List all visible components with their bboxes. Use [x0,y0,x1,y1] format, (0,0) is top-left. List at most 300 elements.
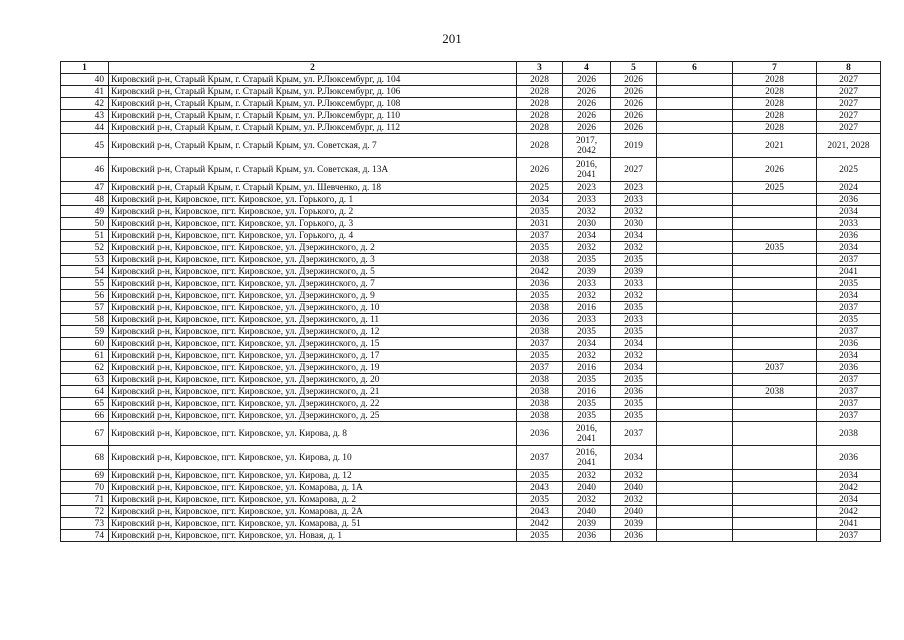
col-6-cell [657,338,733,350]
col-4-line: 2016, [575,423,598,434]
col-4-cell [563,266,611,278]
col-4-cell [563,206,611,218]
col-6-cell [657,122,733,134]
col-8-cell: 2036 [817,194,881,206]
col-8-cell: 2041 [817,266,881,278]
col-5-cell: 2032 [611,494,657,506]
col-8-cell: 2027 [817,86,881,98]
col-6-cell [657,314,733,326]
col-4-cell [563,326,611,338]
col-7-cell [733,206,817,218]
col-5-cell: 2026 [611,86,657,98]
table-row [61,110,881,122]
col-3-cell: 2037 [517,362,563,374]
col-4-cell [563,242,611,254]
table-row [61,158,881,182]
col-7-cell [733,266,817,278]
row-number: 59 [61,326,109,338]
col-4-line: 2032 [577,350,596,361]
col-8-cell: 2033 [817,218,881,230]
col-3-cell: 2038 [517,302,563,314]
col-6-cell [657,134,733,158]
table-row [61,206,881,218]
col-3-cell: 2042 [517,518,563,530]
col-4-line: 2032 [577,290,596,301]
col-7-cell: 2028 [733,122,817,134]
row-number: 63 [61,374,109,386]
col-8-cell: 2037 [817,530,881,542]
col-8-cell: 2027 [817,98,881,110]
row-number: 45 [61,134,109,158]
row-number: 60 [61,338,109,350]
table-row [61,98,881,110]
address-cell: Кировский р-н, Кировское, пгт. Кировское, ул. Дзержинского, д. 20 [109,374,517,386]
row-number: 42 [61,98,109,110]
row-number: 44 [61,122,109,134]
col-8-cell: 2042 [817,506,881,518]
col-4-line: 2034 [577,230,596,241]
col-6-cell [657,470,733,482]
col-4-line: 2016, [575,159,598,170]
col-8-cell: 2025 [817,158,881,182]
col-3-cell: 2043 [517,506,563,518]
col-7-cell [733,494,817,506]
row-number: 73 [61,518,109,530]
column-header: 4 [563,62,611,74]
col-4-cell [563,98,611,110]
table-row [61,278,881,290]
col-6-cell [657,530,733,542]
col-8-cell: 2027 [817,122,881,134]
col-3-cell: 2038 [517,386,563,398]
col-3-cell: 2025 [517,182,563,194]
col-4-line: 2040 [577,482,596,493]
col-7-cell [733,278,817,290]
col-5-cell: 2035 [611,398,657,410]
row-number: 51 [61,230,109,242]
col-3-cell: 2037 [517,446,563,470]
col-4-line: 2040 [577,506,596,517]
col-7-cell [733,314,817,326]
col-8-cell: 2036 [817,230,881,242]
col-6-cell [657,230,733,242]
col-3-cell: 2035 [517,530,563,542]
col-4-cell [563,122,611,134]
col-4-line: 2017, [575,135,598,146]
col-6-cell [657,494,733,506]
col-4-line: 2042 [577,145,596,156]
col-4-line: 2026 [577,74,596,85]
col-5-cell: 2033 [611,194,657,206]
col-4-cell [563,230,611,242]
col-5-cell: 2040 [611,482,657,494]
address-cell: Кировский р-н, Кировское, пгт. Кировское, ул. Дзержинского, д. 21 [109,386,517,398]
col-5-cell: 2032 [611,242,657,254]
col-8-cell: 2037 [817,398,881,410]
col-6-cell [657,182,733,194]
row-number: 40 [61,74,109,86]
col-6-cell [657,110,733,122]
col-7-cell [733,446,817,470]
col-3-cell: 2035 [517,470,563,482]
address-cell: Кировский р-н, Кировское, пгт. Кировское, ул. Дзержинского, д. 17 [109,350,517,362]
col-5-cell: 2033 [611,314,657,326]
col-5-cell: 2019 [611,134,657,158]
col-4-line: 2036 [577,530,596,541]
col-3-cell: 2035 [517,206,563,218]
col-8-cell: 2037 [817,326,881,338]
col-4-line: 2032 [577,206,596,217]
col-6-cell [657,482,733,494]
address-cell: Кировский р-н, Кировское, пгт. Кировское, ул. Дзержинского, д. 7 [109,278,517,290]
col-4-cell [563,530,611,542]
col-4-cell [563,74,611,86]
col-8-cell: 2035 [817,278,881,290]
col-5-cell: 2027 [611,158,657,182]
col-6-cell [657,242,733,254]
col-6-cell [657,86,733,98]
col-4-cell [563,158,611,182]
address-cell: Кировский р-н, Кировское, пгт. Кировское, ул. Дзержинского, д. 11 [109,314,517,326]
col-5-cell: 2033 [611,278,657,290]
col-6-cell [657,374,733,386]
col-6-cell [657,410,733,422]
address-cell: Кировский р-н, Кировское, пгт. Кировское, ул. Дзержинского, д. 9 [109,290,517,302]
address-cell: Кировский р-н, Кировское, пгт. Кировское, ул. Комарова, д. 51 [109,518,517,530]
col-4-cell [563,182,611,194]
row-number: 68 [61,446,109,470]
address-cell: Кировский р-н, Старый Крым, г. Старый Крым, ул. Р.Люксембург, д. 106 [109,86,517,98]
col-5-cell: 2034 [611,338,657,350]
col-7-cell [733,230,817,242]
address-cell: Кировский р-н, Кировское, пгт. Кировское, ул. Горького, д. 3 [109,218,517,230]
table-row [61,254,881,266]
col-8-cell: 2042 [817,482,881,494]
col-5-cell: 2032 [611,206,657,218]
col-4-line: 2035 [577,398,596,409]
col-5-cell: 2032 [611,470,657,482]
table-row [61,182,881,194]
col-4-cell [563,374,611,386]
row-number: 74 [61,530,109,542]
col-7-cell [733,194,817,206]
col-3-cell: 2036 [517,314,563,326]
col-6-cell [657,206,733,218]
table-row [61,530,881,542]
col-4-line: 2033 [577,278,596,289]
col-4-line: 2041 [577,433,596,444]
col-4-line: 2026 [577,86,596,97]
col-4-cell [563,290,611,302]
col-8-cell: 2041 [817,518,881,530]
col-5-cell: 2026 [611,98,657,110]
address-cell: Кировский р-н, Кировское, пгт. Кировское, ул. Кирова, д. 8 [109,422,517,446]
col-4-cell [563,278,611,290]
col-8-cell: 2037 [817,302,881,314]
table-row [61,302,881,314]
col-4-cell [563,338,611,350]
table-row [61,86,881,98]
column-header: 3 [517,62,563,74]
col-5-cell: 2034 [611,230,657,242]
col-6-cell [657,254,733,266]
col-7-cell: 2028 [733,86,817,98]
table-row [61,350,881,362]
col-3-cell: 2043 [517,482,563,494]
col-6-cell [657,506,733,518]
col-4-line: 2016 [577,362,596,373]
col-5-cell: 2035 [611,410,657,422]
col-3-cell: 2042 [517,266,563,278]
col-4-line: 2039 [577,518,596,529]
col-4-line: 2032 [577,470,596,481]
col-4-line: 2033 [577,194,596,205]
col-4-line: 2039 [577,266,596,277]
col-6-cell [657,422,733,446]
col-4-cell [563,302,611,314]
col-7-cell: 2028 [733,74,817,86]
col-3-cell: 2034 [517,194,563,206]
row-number: 49 [61,206,109,218]
col-4-cell [563,410,611,422]
col-6-cell [657,98,733,110]
header-row [61,62,881,74]
col-5-cell: 2026 [611,122,657,134]
col-4-cell [563,386,611,398]
row-number: 53 [61,254,109,266]
table-row [61,374,881,386]
schedule-table [60,61,881,542]
col-8-cell: 2034 [817,206,881,218]
col-7-cell: 2037 [733,362,817,374]
col-5-cell: 2037 [611,422,657,446]
col-3-cell: 2028 [517,98,563,110]
col-7-cell: 2028 [733,98,817,110]
col-7-cell [733,398,817,410]
col-3-cell: 2028 [517,122,563,134]
col-3-cell: 2037 [517,230,563,242]
table-row [61,326,881,338]
col-4-cell [563,362,611,374]
column-header: 5 [611,62,657,74]
col-8-cell: 2034 [817,242,881,254]
col-8-cell: 2036 [817,362,881,374]
address-cell: Кировский р-н, Кировское, пгт. Кировское, ул. Дзержинского, д. 19 [109,362,517,374]
address-cell: Кировский р-н, Старый Крым, г. Старый Крым, ул. Шевченко, д. 18 [109,182,517,194]
table-row [61,410,881,422]
col-5-cell: 2040 [611,506,657,518]
col-4-line: 2032 [577,242,596,253]
col-7-cell [733,470,817,482]
col-5-cell: 2035 [611,326,657,338]
column-header: 8 [817,62,881,74]
address-cell: Кировский р-н, Старый Крым, г. Старый Крым, ул. Р.Люксембург, д. 110 [109,110,517,122]
col-5-cell: 2032 [611,290,657,302]
col-7-cell [733,422,817,446]
row-number: 52 [61,242,109,254]
col-3-cell: 2038 [517,254,563,266]
col-6-cell [657,218,733,230]
col-8-cell: 2037 [817,386,881,398]
col-7-cell [733,374,817,386]
table-row [61,194,881,206]
table-row [61,422,881,446]
col-3-cell: 2035 [517,290,563,302]
col-3-cell: 2036 [517,278,563,290]
address-cell: Кировский р-н, Старый Крым, г. Старый Крым, ул. Р.Люксембург, д. 104 [109,74,517,86]
address-cell: Кировский р-н, Кировское, пгт. Кировское, ул. Дзержинского, д. 25 [109,410,517,422]
col-7-cell: 2038 [733,386,817,398]
address-cell: Кировский р-н, Кировское, пгт. Кировское, ул. Новая, д. 1 [109,530,517,542]
col-8-cell: 2036 [817,446,881,470]
col-4-line: 2034 [577,338,596,349]
table-row [61,314,881,326]
col-5-cell: 2039 [611,518,657,530]
col-8-cell: 2024 [817,182,881,194]
table-row [61,230,881,242]
col-6-cell [657,74,733,86]
column-header: 2 [109,62,517,74]
column-header: 6 [657,62,733,74]
col-4-cell [563,134,611,158]
row-number: 58 [61,314,109,326]
col-7-cell [733,338,817,350]
col-4-cell [563,494,611,506]
table-row [61,290,881,302]
address-cell: Кировский р-н, Кировское, пгт. Кировское, ул. Комарова, д. 2А [109,506,517,518]
col-7-cell [733,350,817,362]
col-3-cell: 2035 [517,350,563,362]
col-4-cell [563,470,611,482]
col-8-cell: 2038 [817,422,881,446]
col-7-cell: 2026 [733,158,817,182]
row-number: 47 [61,182,109,194]
address-cell: Кировский р-н, Кировское, пгт. Кировское, ул. Дзержинского, д. 12 [109,326,517,338]
row-number: 69 [61,470,109,482]
table-body [61,74,881,542]
col-3-cell: 2038 [517,410,563,422]
row-number: 71 [61,494,109,506]
col-8-cell: 2036 [817,338,881,350]
col-6-cell [657,398,733,410]
col-4-line: 2041 [577,457,596,468]
row-number: 56 [61,290,109,302]
table-row [61,446,881,470]
col-8-cell: 2027 [817,110,881,122]
table-row [61,386,881,398]
col-7-cell: 2028 [733,110,817,122]
col-3-cell: 2028 [517,74,563,86]
address-cell: Кировский р-н, Кировское, пгт. Кировское, ул. Дзержинского, д. 2 [109,242,517,254]
col-3-cell: 2026 [517,158,563,182]
col-8-cell: 2035 [817,314,881,326]
address-cell: Кировский р-н, Старый Крым, г. Старый Крым, ул. Советская, д. 7 [109,134,517,158]
col-7-cell: 2035 [733,242,817,254]
col-5-cell: 2026 [611,74,657,86]
col-4-line: 2016 [577,302,596,313]
col-7-cell [733,290,817,302]
col-8-cell: 2027 [817,74,881,86]
table-row [61,494,881,506]
address-cell: Кировский р-н, Кировское, пгт. Кировское, ул. Дзержинского, д. 5 [109,266,517,278]
col-4-cell [563,110,611,122]
col-7-cell [733,482,817,494]
address-cell: Кировский р-н, Кировское, пгт. Кировское, ул. Горького, д. 4 [109,230,517,242]
col-4-line: 2023 [577,182,596,193]
col-7-cell [733,254,817,266]
table-row [61,362,881,374]
col-4-cell [563,422,611,446]
col-3-cell: 2028 [517,110,563,122]
col-8-cell: 2037 [817,374,881,386]
row-number: 67 [61,422,109,446]
row-number: 57 [61,302,109,314]
row-number: 54 [61,266,109,278]
col-8-cell: 2034 [817,494,881,506]
row-number: 41 [61,86,109,98]
col-3-cell: 2031 [517,218,563,230]
col-6-cell [657,518,733,530]
table-row [61,134,881,158]
col-4-cell [563,254,611,266]
col-3-cell: 2035 [517,494,563,506]
row-number: 70 [61,482,109,494]
table-row [61,518,881,530]
col-4-line: 2016, [575,447,598,458]
col-3-cell: 2038 [517,374,563,386]
col-7-cell [733,326,817,338]
col-3-cell: 2038 [517,326,563,338]
col-8-cell: 2034 [817,350,881,362]
col-4-line: 2035 [577,254,596,265]
col-4-line: 2041 [577,169,596,180]
table-row [61,122,881,134]
col-6-cell [657,302,733,314]
address-cell: Кировский р-н, Кировское, пгт. Кировское, ул. Комарова, д. 1А [109,482,517,494]
col-4-cell [563,446,611,470]
col-4-line: 2035 [577,374,596,385]
row-number: 66 [61,410,109,422]
col-6-cell [657,266,733,278]
row-number: 55 [61,278,109,290]
address-cell: Кировский р-н, Кировское, пгт. Кировское, ул. Горького, д. 1 [109,194,517,206]
col-8-cell: 2034 [817,290,881,302]
col-4-cell [563,350,611,362]
col-5-cell: 2030 [611,218,657,230]
col-4-line: 2016 [577,386,596,397]
col-6-cell [657,194,733,206]
col-4-line: 2035 [577,410,596,421]
col-3-cell: 2035 [517,242,563,254]
row-number: 46 [61,158,109,182]
column-header: 1 [61,62,109,74]
table-row [61,470,881,482]
col-5-cell: 2036 [611,530,657,542]
column-header: 7 [733,62,817,74]
row-number: 72 [61,506,109,518]
col-5-cell: 2036 [611,386,657,398]
row-number: 48 [61,194,109,206]
table-row [61,218,881,230]
col-6-cell [657,446,733,470]
col-8-cell: 2037 [817,254,881,266]
col-3-cell: 2036 [517,422,563,446]
address-cell: Кировский р-н, Старый Крым, г. Старый Крым, ул. Советская, д. 13А [109,158,517,182]
address-cell: Кировский р-н, Кировское, пгт. Кировское, ул. Кирова, д. 12 [109,470,517,482]
col-4-line: 2035 [577,326,596,337]
col-4-cell [563,518,611,530]
row-number: 65 [61,398,109,410]
